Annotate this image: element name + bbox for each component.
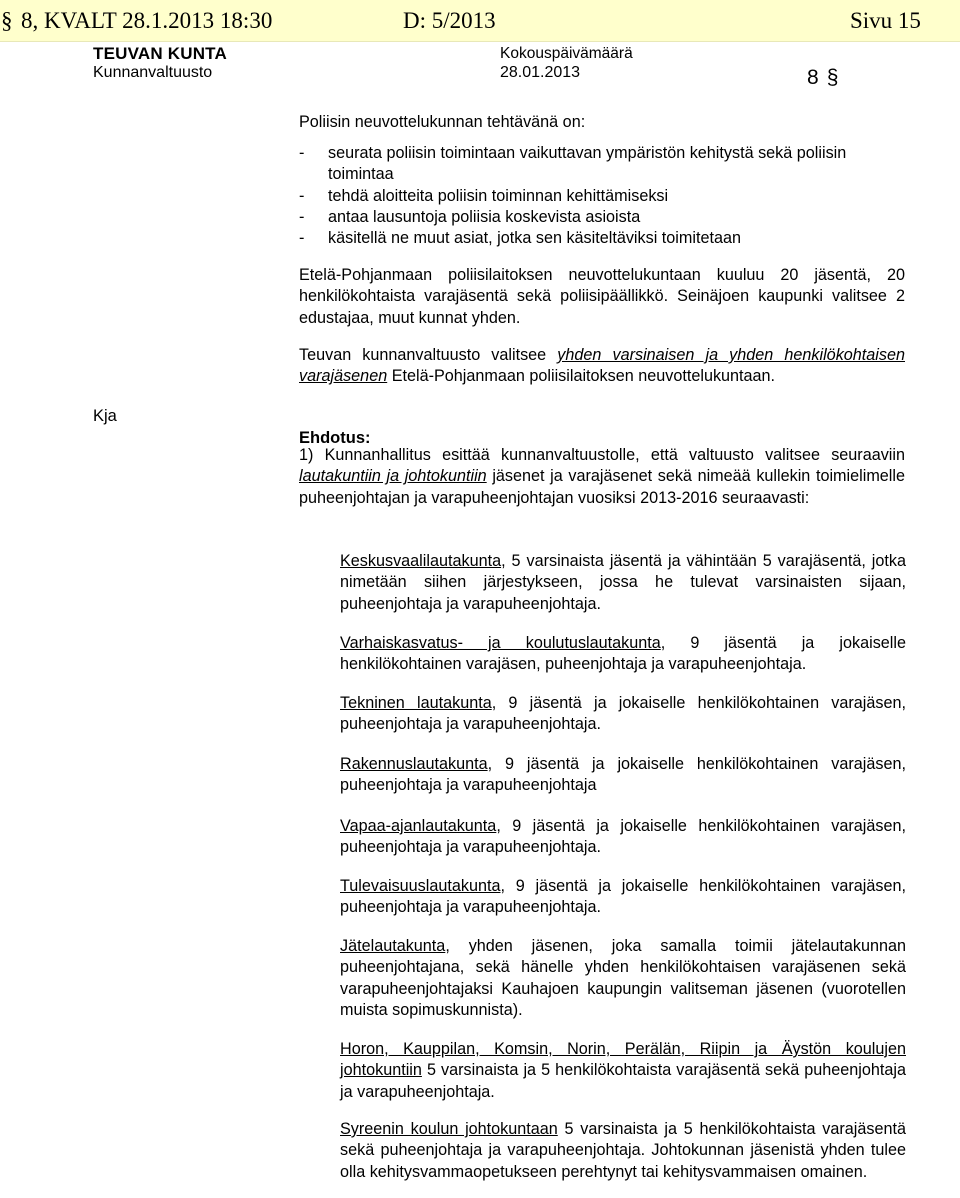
proposal-heading: Ehdotus: [299,429,371,447]
document-header-bar [0,0,960,42]
body-item-rakennus: Rakennuslautakunta, 9 jäsentä ja jokaiselle henkilökohtainen varajäsen, puheenjohtaja ja varapuheenjohtaja [340,755,906,795]
tasks-list [299,143,905,249]
teuva-paragraph: Teuvan kunnanvaltuusto valitsee yhden varsinaisen ja yhden henkilökohtaisen varajäsenen Etelä-Pohjanmaan poliisilaitoksen neuvottelukuntaan. [299,346,905,386]
body-item-tekninen: Tekninen lautakunta, 9 jäsentä ja jokaiselle henkilökohtainen varajäsen, puheenjohtaja ja varapuheenjohtaja. [340,694,906,734]
proposal-paragraph: 1) Kunnanhallitus esittää kunnanvaltuustolle, että valtuusto valitsee seuraaviin lautakuntiin ja johtokuntiin jäsenet ja varajäsenet sekä nimeää kullekin toimielimelle puheenjohtajan ja varapuheenjohtajan vuosiksi 2013-2016 seuraavasti: [299,446,905,507]
organization-name: TEUVAN KUNTA [93,44,227,63]
emphasized-text: yhden varsinaisen ja yhden henkilökohtaisen varajäsenen [299,346,905,386]
section-mark: § [1,8,13,33]
organ-name: Kunnanvaltuusto [93,64,213,81]
body-item-koulujen-johtokunnat: Horon, Kauppilan, Komsin, Norin, Perälän, Riipin ja Äystön koulujen johtokuntiin 5 varsinaista ja 5 henkilökohtaista varajäsentä sekä puheenjohtaja ja varapuheenjohtaja. [340,1040,906,1101]
document-reference: 8, KVALT 28.1.2013 18:30 [21,8,273,33]
membership-paragraph: Etelä-Pohjanmaan poliisilaitoksen neuvottelukuntaan kuuluu 20 jäsentä, 20 henkilökohtaista varajäsentä sekä poliisipäällikkö. Seinäjoen kaupunki valitsee 2 edustajaa, muut kunnat yhden. [299,266,905,327]
section-number-value: 8 [807,66,819,89]
body-item-varhaiskasvatus: Varhaiskasvatus- ja koulutuslautakunta, 9 jäsentä ja jokaiselle henkilökohtainen varajäsen, puheenjohtaja ja varapuheenjohtaja. [340,634,906,674]
body-item-keskusvaalilautakunta: Keskusvaalilautakunta, 5 varsinaista jäsentä ja vähintään 5 varajäsentä, jotka nimetään siihen järjestykseen, jossa he tulevat varsinaisten sijaan, puheenjohtaja ja varapuheenjohtaja. [340,552,906,613]
body-item-vapaa-aika: Vapaa-ajanlautakunta, 9 jäsentä ja jokaiselle henkilökohtainen varajäsen, puheenjohtaja ja varapuheenjohtaja. [340,817,906,857]
list-item: - käsitellä ne muut asiat, jotka sen käsiteltäviksi toimitetaan [299,229,741,248]
list-item: - tehdä aloitteita poliisin toiminnan kehittämiseksi [299,186,669,205]
meeting-date-label: Kokouspäivämäärä [500,45,633,62]
meeting-date: 28.01.2013 [500,64,581,81]
section-mark: § [826,66,839,89]
list-item: - seurata poliisin toimintaan vaikuttavan ympäristön kehitystä sekä poliisin toimintaa [299,144,847,184]
body-item-tulevaisuus: Tulevaisuuslautakunta, 9 jäsentä ja jokaiselle henkilökohtainen varajäsen, puheenjohtaja ja varapuheenjohtaja. [340,877,906,917]
document-number: D: 5/2013 [403,8,496,33]
emphasized-text: lautakuntiin ja johtokuntiin [299,467,487,486]
body-item-jate: Jätelautakunta, yhden jäsenen, joka samalla toimii jätelautakunnan puheenjohtajana, sekä hänelle yhden henkilökohtaisen varajäsenen sekä varapuheenjohtajaksi Kauhajoen kaupungin valitseman jäsenen (vuorotellen muista sopimuskunnista). [340,937,906,1019]
preparer-abbreviation: Kja [93,407,117,425]
page-number: Sivu 15 [850,8,921,33]
list-item: - antaa lausuntoja poliisia koskevista asioista [299,207,641,226]
section-number [807,66,838,90]
body-item-syreeni: Syreenin koulun johtokuntaan 5 varsinaista ja 5 henkilökohtaista varajäsentä sekä puheenjohtaja ja varapuheenjohtaja. Johtokunnan jäsenistä yhden tulee olla kehitysvammaopetukseen perehtynyt tai kehitysvammaisen omainen. [340,1120,906,1181]
tasks-intro: Poliisin neuvottelukunnan tehtävänä on: [299,113,586,131]
